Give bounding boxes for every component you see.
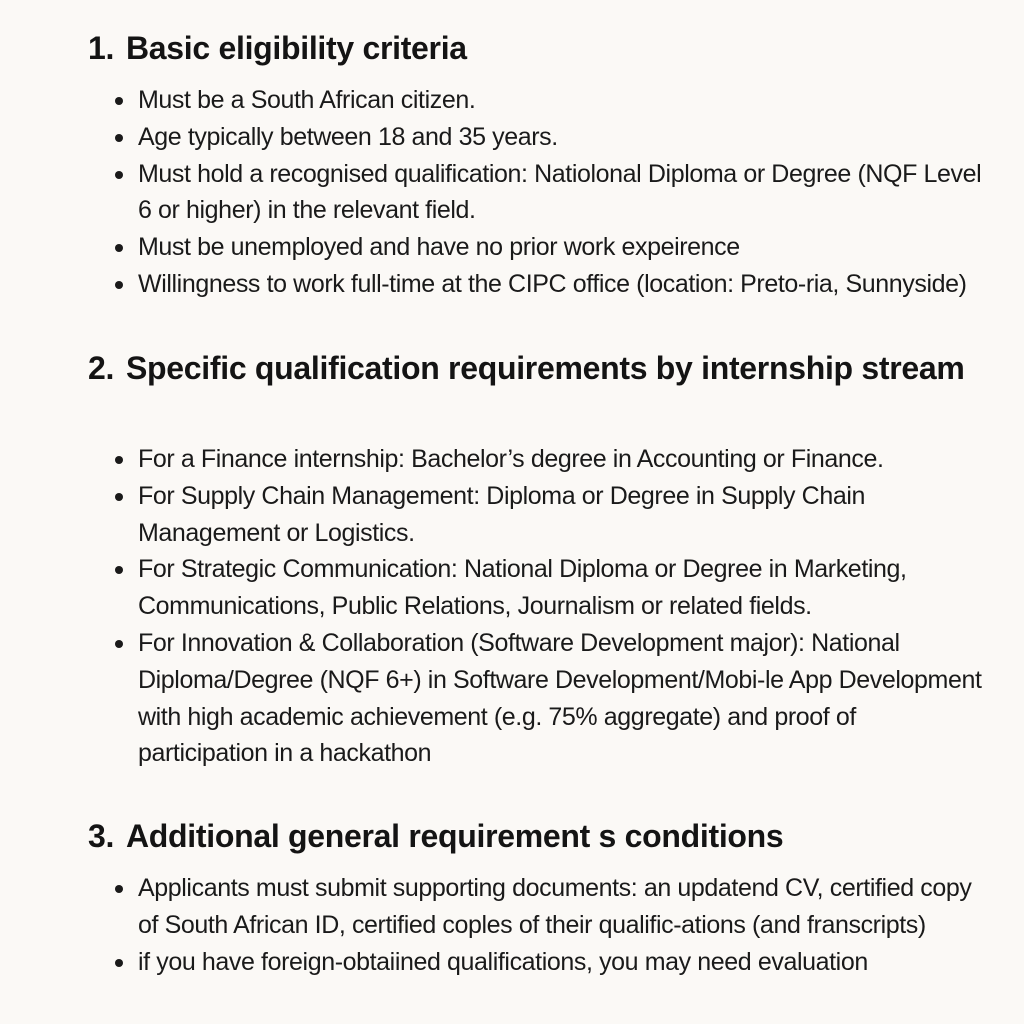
list-item-text: Applicants must submit supporting documents: an updatend CV, certified copy of South African ID, certified coples of their qualific-ations (and franscripts) bbox=[138, 874, 972, 939]
list-item bbox=[112, 441, 992, 478]
section-number: 1. bbox=[88, 30, 115, 66]
list-item bbox=[112, 156, 992, 230]
list-item bbox=[112, 625, 992, 772]
bullet-icon bbox=[115, 281, 123, 289]
bullet-icon bbox=[115, 640, 123, 648]
list-item-text: For Supply Chain Management: Diploma or Degree in Supply Chain Management or Logistics. bbox=[138, 481, 865, 547]
section-heading-specific-qualifications bbox=[88, 348, 988, 388]
list-item-text: Must be unemployed and have no prior work expeirence bbox=[138, 233, 740, 262]
bullet-icon bbox=[115, 566, 123, 574]
bullet-list-specific-qualifications bbox=[112, 441, 992, 772]
bullet-list-additional-requirements bbox=[112, 870, 992, 980]
bullet-icon bbox=[115, 97, 123, 105]
section-title: Additional general requirement s conditions bbox=[126, 818, 784, 854]
list-item-text: if you have foreign-obtaiined qualifications, you may need evaluation bbox=[138, 947, 868, 976]
list-item-text: Must be a South African citizen. bbox=[138, 86, 476, 114]
list-item bbox=[112, 551, 992, 625]
bullet-icon bbox=[115, 171, 123, 179]
list-item bbox=[112, 229, 992, 266]
bullet-icon bbox=[115, 456, 123, 464]
bullet-icon bbox=[115, 959, 123, 967]
list-item-text: For Strategic Communication: National Diploma or Degree in Marketing, Communications, Public Relations, Journalism or related fields. bbox=[138, 555, 907, 621]
list-item bbox=[112, 944, 992, 981]
list-item bbox=[112, 478, 992, 552]
section-number: 3. bbox=[88, 818, 115, 854]
section-title: Specific qualification requirements by internship stream bbox=[126, 350, 965, 386]
bullet-icon bbox=[115, 885, 123, 893]
list-item-text: For a Finance internship: Bachelor’s degree in Accounting or Finance. bbox=[138, 445, 884, 473]
section-title: Basic eligibility criteria bbox=[126, 30, 467, 66]
bullet-list-basic-eligibility bbox=[112, 82, 992, 303]
list-item-text: Must hold a recognised qualification: Natiolonal Diploma or Degree (NQF Level 6 or higher) in the relevant field. bbox=[138, 159, 982, 225]
list-item-text: Age typically between 18 and 35 years. bbox=[138, 122, 558, 151]
list-item bbox=[112, 870, 992, 944]
section-heading-basic-eligibility bbox=[88, 28, 988, 68]
bullet-icon bbox=[115, 244, 123, 252]
bullet-icon bbox=[115, 493, 123, 501]
list-item bbox=[112, 82, 992, 119]
list-item bbox=[112, 119, 992, 156]
list-item-text: For Innovation & Collaboration (Software Development major): National Diploma/Degree (NQF 6+) in Software Development/Mobi-le App Development with high academic achievement (e.g. 75% aggregate) and proof of participation in a hackathon bbox=[138, 628, 982, 768]
section-number: 2. bbox=[88, 350, 115, 386]
list-item-text: Willingness to work full-time at the CIPC office (location: Preto-ria, Sunnyside) bbox=[138, 269, 967, 298]
section-heading-additional-requirements bbox=[88, 816, 988, 856]
bullet-icon bbox=[115, 134, 123, 142]
list-item bbox=[112, 266, 992, 303]
